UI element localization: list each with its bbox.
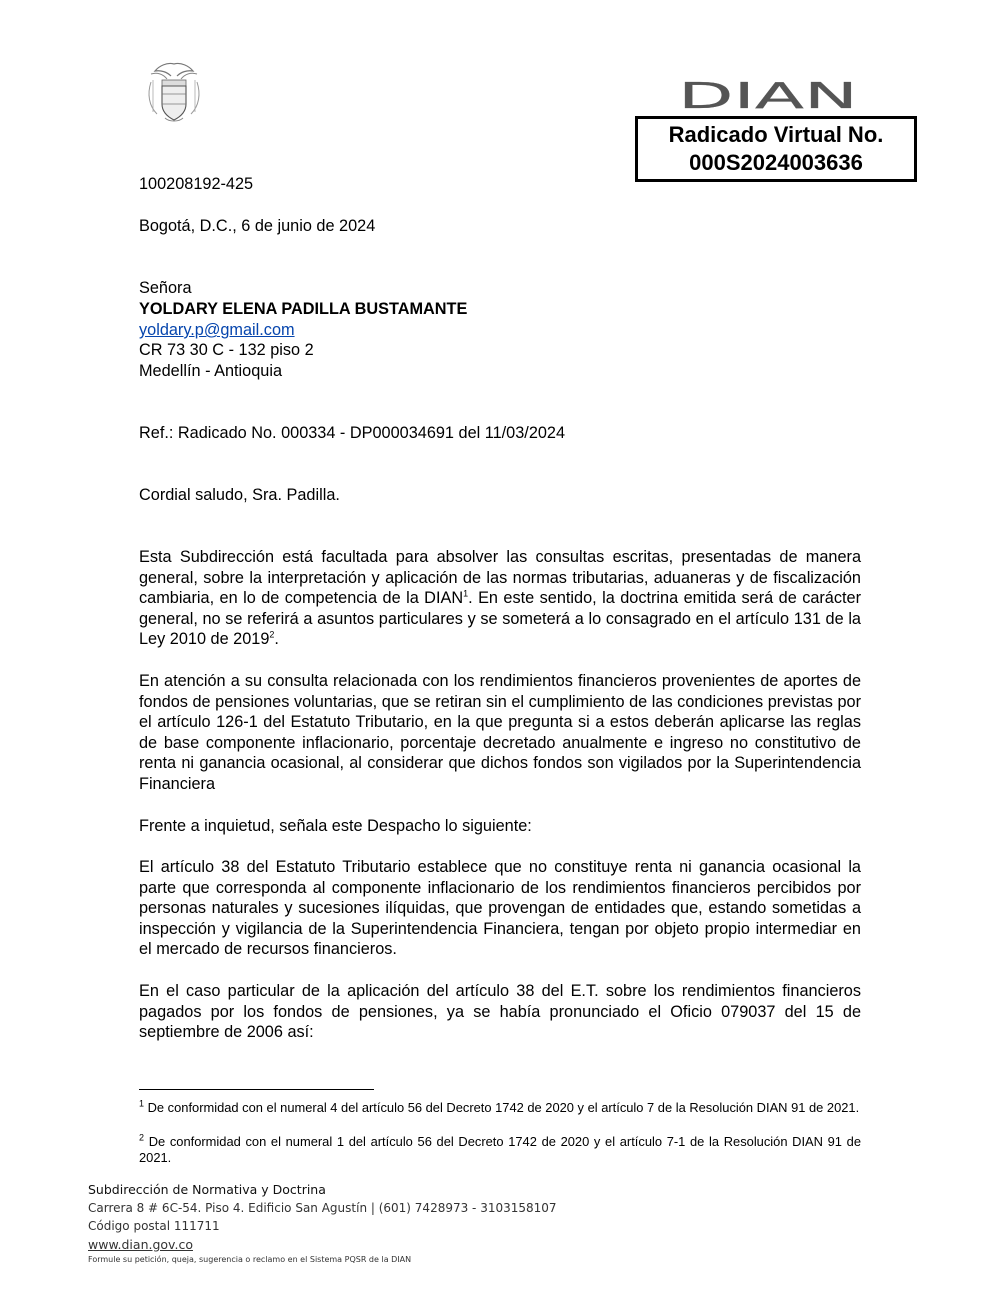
- radicado-number: 000S2024003636: [689, 150, 863, 175]
- recipient-name: YOLDARY ELENA PADILLA BUSTAMANTE: [139, 300, 468, 318]
- recipient-address: CR 73 30 C - 132 piso 2: [139, 341, 314, 359]
- paragraph-3: Frente a inquietud, señala este Despacho lo siguiente:: [139, 817, 532, 835]
- radicado-box: [635, 116, 917, 182]
- footnote-ref-2[interactable]: 2: [269, 629, 275, 640]
- paragraph-1: Esta Subdirección está facultada para absolver las consultas escritas, presentadas de manera general, sobre la interpretación y aplicación de las normas tributarias, aduaneras y de fiscalización cambiaria, en lo de competencia de la DIAN$^1$. En este sentido, la doctrina emitida será de carácter general, no se referirá a asuntos particulares y se someterá a lo consagrado en el artículo 131 de la Ley 2010 de 2019$^2$.: [139, 548, 862, 649]
- reference-line: Ref.: Radicado No. 000334 - DP000034691 del 11/03/2024: [139, 424, 566, 442]
- place-date: Bogotá, D.C., 6 de junio de 2024: [139, 217, 376, 235]
- footnote-2: $^2$ De conformidad con el numeral 1 del artículo 56 del Decreto 1742 de 2020 y el artículo 7-1 de la Resolución DIAN 91 de 2021.: [139, 1132, 861, 1165]
- footer-address: Carrera 8 # 6C-54. Piso 4. Edificio San Agustín | (601) 7428973 - 3103158107: [88, 1201, 557, 1215]
- reference-number: 100208192-425: [139, 175, 254, 193]
- paragraph-2: En atención a su consulta relacionada con los rendimientos financieros provenientes de aportes de fondos de pensiones voluntarias, que se retiran sin el cumplimiento de las condiciones previstas por el artículo 126-1 del Estatuto Tributario, en la que pregunta si a estos deberán aplicarse las reglas de base componente inflacionario, porcentaje decretado anualmente e ingreso no constitutivo de renta ni ganancia ocasional, al considerar que dichos fondos son vigilados por la Superintendencia Financiera: [139, 672, 861, 793]
- footer-pqsr-note: Formule su petición, queja, sugerencia o reclamo en el Sistema PQSR de la DIAN: [88, 1255, 412, 1264]
- recipient-city: Medellín - Antioquia: [139, 362, 283, 380]
- greeting: Cordial saludo, Sra. Padilla.: [139, 486, 340, 504]
- dian-logo: [678, 80, 858, 110]
- footnote-divider: [139, 1089, 374, 1090]
- paragraph-4: El artículo 38 del Estatuto Tributario establece que no constituye renta ni ganancia ocasional la parte que corresponda al componente inflacionario de los rendimientos financieros percibidos por personas naturales y sucesiones ilíquidas, que provengan de entidades que, estando sometidas a inspección y vigilancia de la Superintendencia Financiera, tengan por objeto propio intermediar en el mercado de recursos financieros.: [139, 858, 861, 959]
- salutation-title: Señora: [139, 279, 192, 297]
- radicado-label: Radicado Virtual No.: [668, 122, 884, 147]
- recipient-email-link[interactable]: yoldary.p@gmail.com: [139, 321, 295, 339]
- footer-postal-code: Código postal 111711: [88, 1219, 220, 1233]
- paragraph-5: En el caso particular de la aplicación del artículo 38 del E.T. sobre los rendimientos financieros pagados por los fondos de pensiones, ya se había pronunciado el Oficio 079037 del 15 de septiembre de 2006 así:: [139, 982, 861, 1042]
- footer-office: Subdirección de Normativa y Doctrina: [88, 1182, 326, 1197]
- footer-website-link[interactable]: www.dian.gov.co: [88, 1237, 193, 1252]
- svg-text:DIAN: DIAN: [678, 80, 858, 110]
- footnote-ref-1[interactable]: 1: [463, 588, 469, 599]
- coat-of-arms-icon: [143, 60, 205, 124]
- footnote-1: $^1$ De conformidad con el numeral 4 del artículo 56 del Decreto 1742 de 2020 y el artículo 7 de la Resolución DIAN 91 de 2021.: [139, 1098, 860, 1115]
